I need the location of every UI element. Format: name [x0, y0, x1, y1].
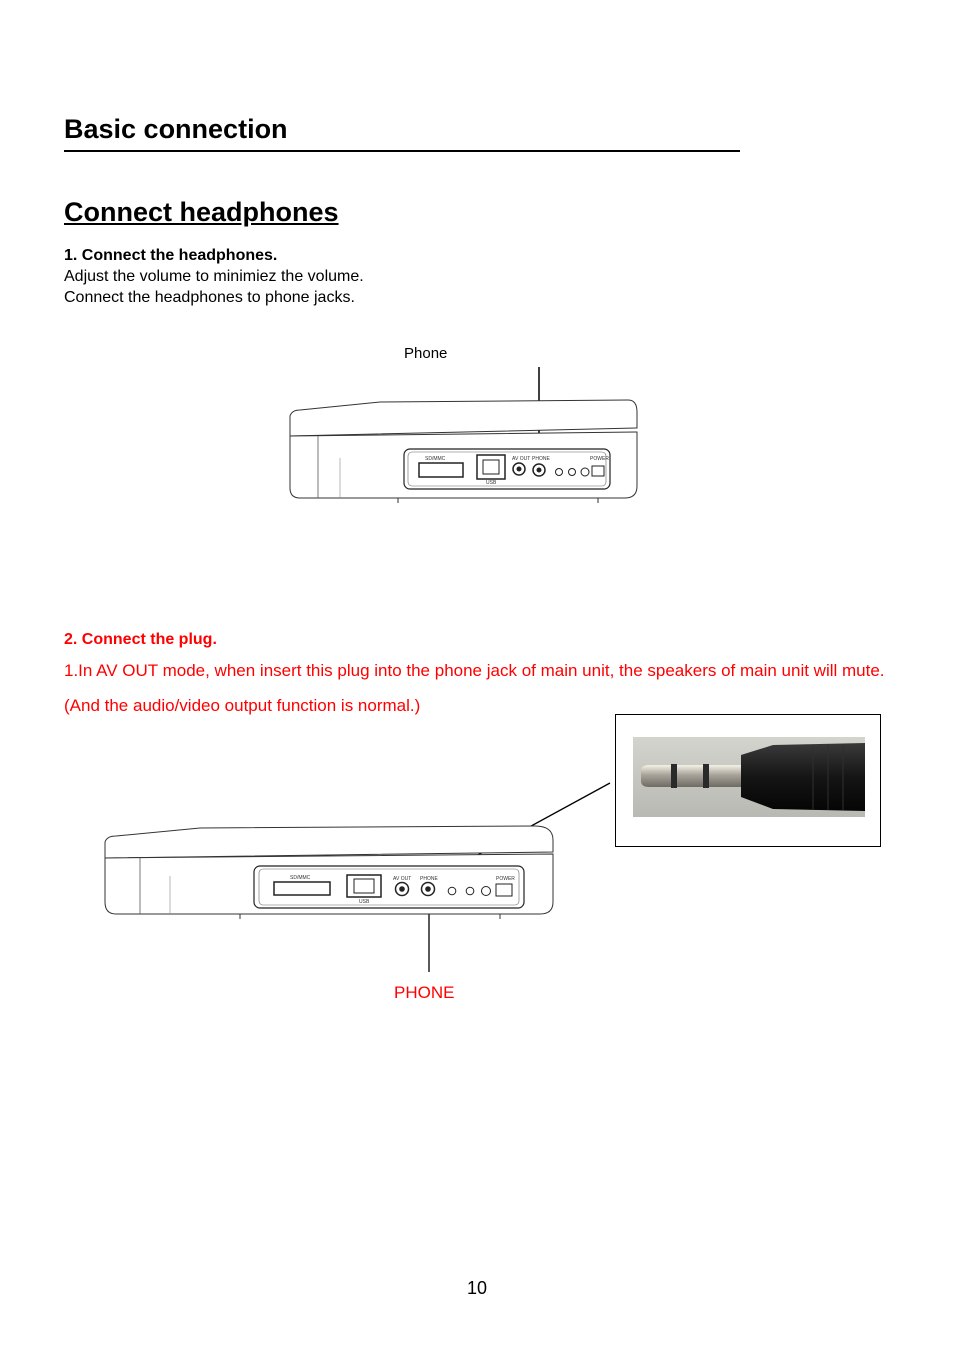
section-title: Basic connection — [64, 112, 740, 152]
svg-text:AV OUT: AV OUT — [512, 456, 531, 462]
subsection-title: Connect headphones — [64, 197, 339, 227]
page-number: 10 — [466, 1278, 488, 1298]
step1-line-2: Connect the headphones to phone jacks. — [64, 289, 355, 306]
svg-text:PHONE: PHONE — [532, 456, 550, 462]
phone-callout-label-bottom: PHONE — [394, 983, 455, 1002]
svg-text:USB: USB — [486, 480, 497, 486]
step2-title: 2. Connect the plug. — [64, 631, 217, 648]
phone-callout-label: Phone — [404, 345, 448, 362]
card-slot-label-top: SD/MMC — [425, 456, 446, 462]
svg-text:POWER: POWER — [496, 876, 515, 882]
svg-text:PHONE: PHONE — [420, 876, 438, 882]
svg-text:USB: USB — [359, 899, 370, 905]
card-slot-bottom — [274, 882, 330, 895]
step1-title: 1. Connect the headphones. — [64, 247, 278, 264]
svg-text:POWER: POWER — [590, 456, 609, 462]
step1-line-1: Adjust the volume to minimiez the volume. — [64, 268, 364, 285]
card-slot-label-bottom: SD/MMC — [290, 875, 311, 881]
power-switch-bottom — [496, 884, 512, 896]
step2-paragraph: 1.In AV OUT mode, when insert this plug into the phone jack of main unit, the speakers of main unit will mute. (And the audio/video output function is normal.) — [64, 661, 885, 715]
svg-text:AV OUT: AV OUT — [393, 876, 412, 882]
